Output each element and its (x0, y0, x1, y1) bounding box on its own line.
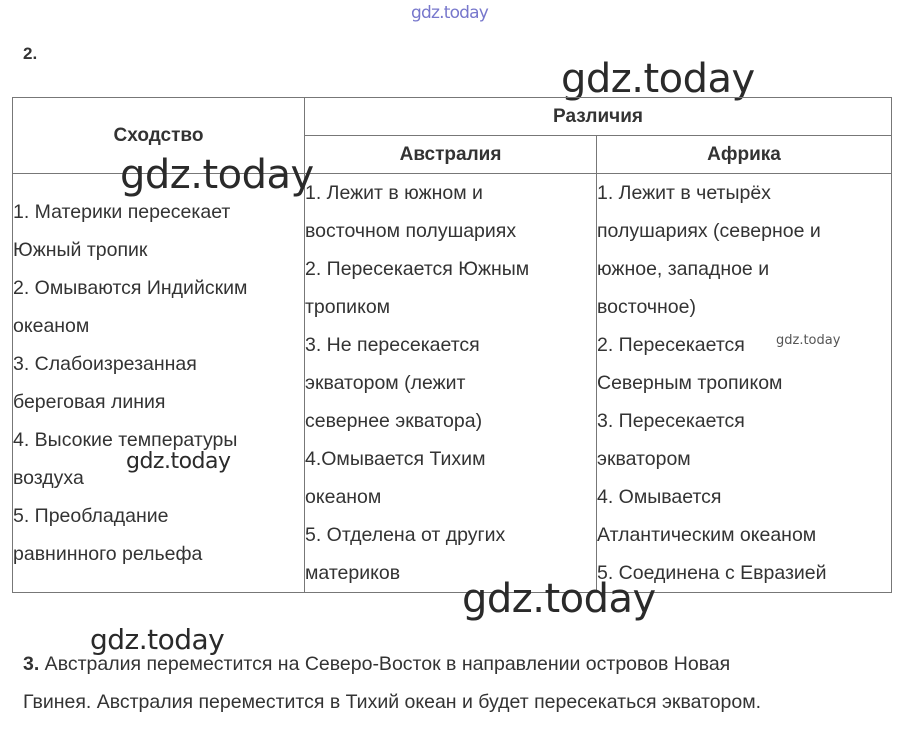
africa-line: 3. Пересекается (597, 410, 745, 432)
africa-line: 4. Омывается (597, 486, 722, 508)
africa-list (597, 174, 891, 592)
similarity-line: 5. Преобладание (13, 505, 169, 527)
africa-line: восточное) (597, 296, 696, 318)
africa-cell (597, 174, 892, 593)
africa-line: 1. Лежит в четырёх (597, 182, 771, 204)
australia-line: 4.Омывается Тихим (305, 448, 486, 470)
section-3-number: 3. (23, 653, 40, 675)
similarity-cell (13, 174, 305, 593)
australia-line: восточном полушариях (305, 220, 517, 242)
watermark-small: gdz.today (776, 333, 841, 348)
australia-cell (305, 174, 597, 593)
similarity-line: океаном (13, 315, 90, 337)
header-similarity: Сходство (13, 98, 305, 174)
australia-line: 1. Лежит в южном и (305, 182, 483, 204)
africa-line: Атлантическим океаном (597, 524, 817, 546)
africa-line: 2. Пересекается (597, 334, 745, 356)
similarity-line: 4. Высокие температуры (13, 429, 238, 451)
watermark-large: gdz.today (561, 56, 755, 102)
australia-line: экватором (лежит (305, 372, 466, 394)
header-australia: Австралия (305, 136, 597, 174)
watermark-medium: gdz.today (90, 623, 225, 656)
australia-line: севернее экватора) (305, 410, 483, 432)
section-3-text-line2: Гвинея. Австралия переместится в Тихий океан и будет пересекаться экватором. (23, 691, 762, 713)
africa-line: полушариях (северное и (597, 220, 821, 242)
australia-line: 3. Не пересекается (305, 334, 480, 356)
header-africa: Африка (597, 136, 892, 174)
africa-line: экватором (597, 448, 691, 470)
similarity-line: 3. Слабоизрезанная (13, 353, 197, 375)
africa-line: южное, западное и (597, 258, 770, 280)
similarity-line: Южный тропик (13, 239, 148, 261)
similarity-list (13, 174, 304, 573)
watermark-large: gdz.today (462, 576, 656, 622)
similarity-line: 1. Материки пересекает (13, 201, 231, 223)
header-differences: Различия (305, 98, 892, 136)
section-2-number: 2. (23, 44, 38, 63)
australia-line: 5. Отделена от других (305, 524, 506, 546)
similarity-line: воздуха (13, 467, 84, 489)
similarity-line: 2. Омываются Индийским (13, 277, 248, 299)
australia-line: тропиком (305, 296, 391, 318)
watermark-large: gdz.today (120, 152, 314, 198)
similarity-line: равнинного рельефа (13, 543, 203, 565)
australia-line: материков (305, 562, 401, 584)
australia-line: океаном (305, 486, 382, 508)
australia-line: 2. Пересекается Южным (305, 258, 530, 280)
section-3-text-line1: Австралия переместится на Северо-Восток в направлении островов Новая (39, 653, 731, 675)
watermark-top: gdz.today (411, 3, 489, 23)
similarity-line: береговая линия (13, 391, 166, 413)
africa-line: Северным тропиком (597, 372, 783, 394)
africa-line: 5. Соединена с Евразией (597, 562, 827, 584)
australia-list (305, 174, 596, 592)
section-3-paragraph (23, 645, 893, 721)
watermark-medium: gdz.today (126, 449, 231, 474)
